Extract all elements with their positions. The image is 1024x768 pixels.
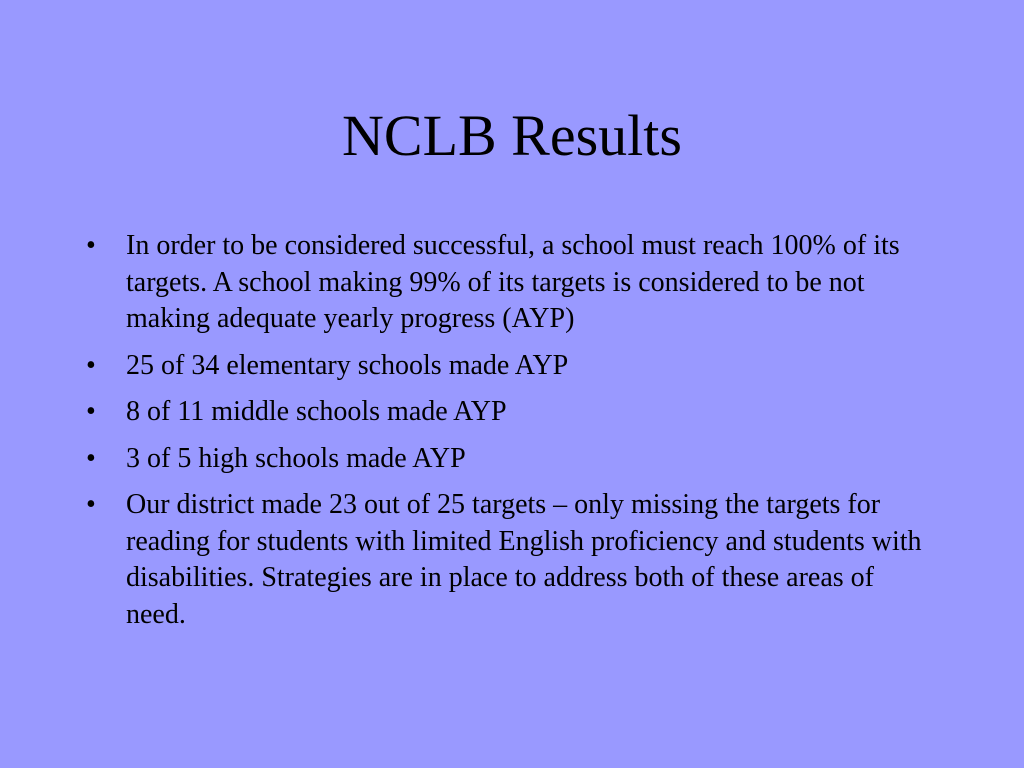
bullet-item [86, 394, 936, 431]
bullet-item [86, 441, 936, 478]
bullet-item [86, 348, 936, 385]
bullet-text: In order to be considered successful, a school must reach 100% of its targets. A school making 99% of its targets is considered to be not making adequate yearly progress (AYP) [126, 230, 900, 334]
bullet-icon: • [86, 489, 96, 520]
bullet-icon: • [86, 230, 96, 261]
bullet-text: 3 of 5 high schools made AYP [126, 442, 466, 474]
bullet-icon: • [86, 442, 96, 474]
bullet-text: Our district made 23 out of 25 targets – only missing the targets for reading for students with limited English proficiency and students with disabilities. Strategies are in place to address both of these areas of need. [126, 489, 922, 630]
slide-title: NCLB Results [342, 103, 682, 168]
bullet-icon: • [86, 349, 96, 381]
bullet-text: 8 of 11 middle schools made AYP [126, 396, 507, 427]
bullet-text: 25 of 34 elementary schools made AYP [126, 349, 569, 381]
bullet-list [86, 228, 936, 643]
bullet-item [86, 487, 936, 633]
bullet-item [86, 228, 936, 338]
bullet-icon: • [86, 396, 96, 427]
